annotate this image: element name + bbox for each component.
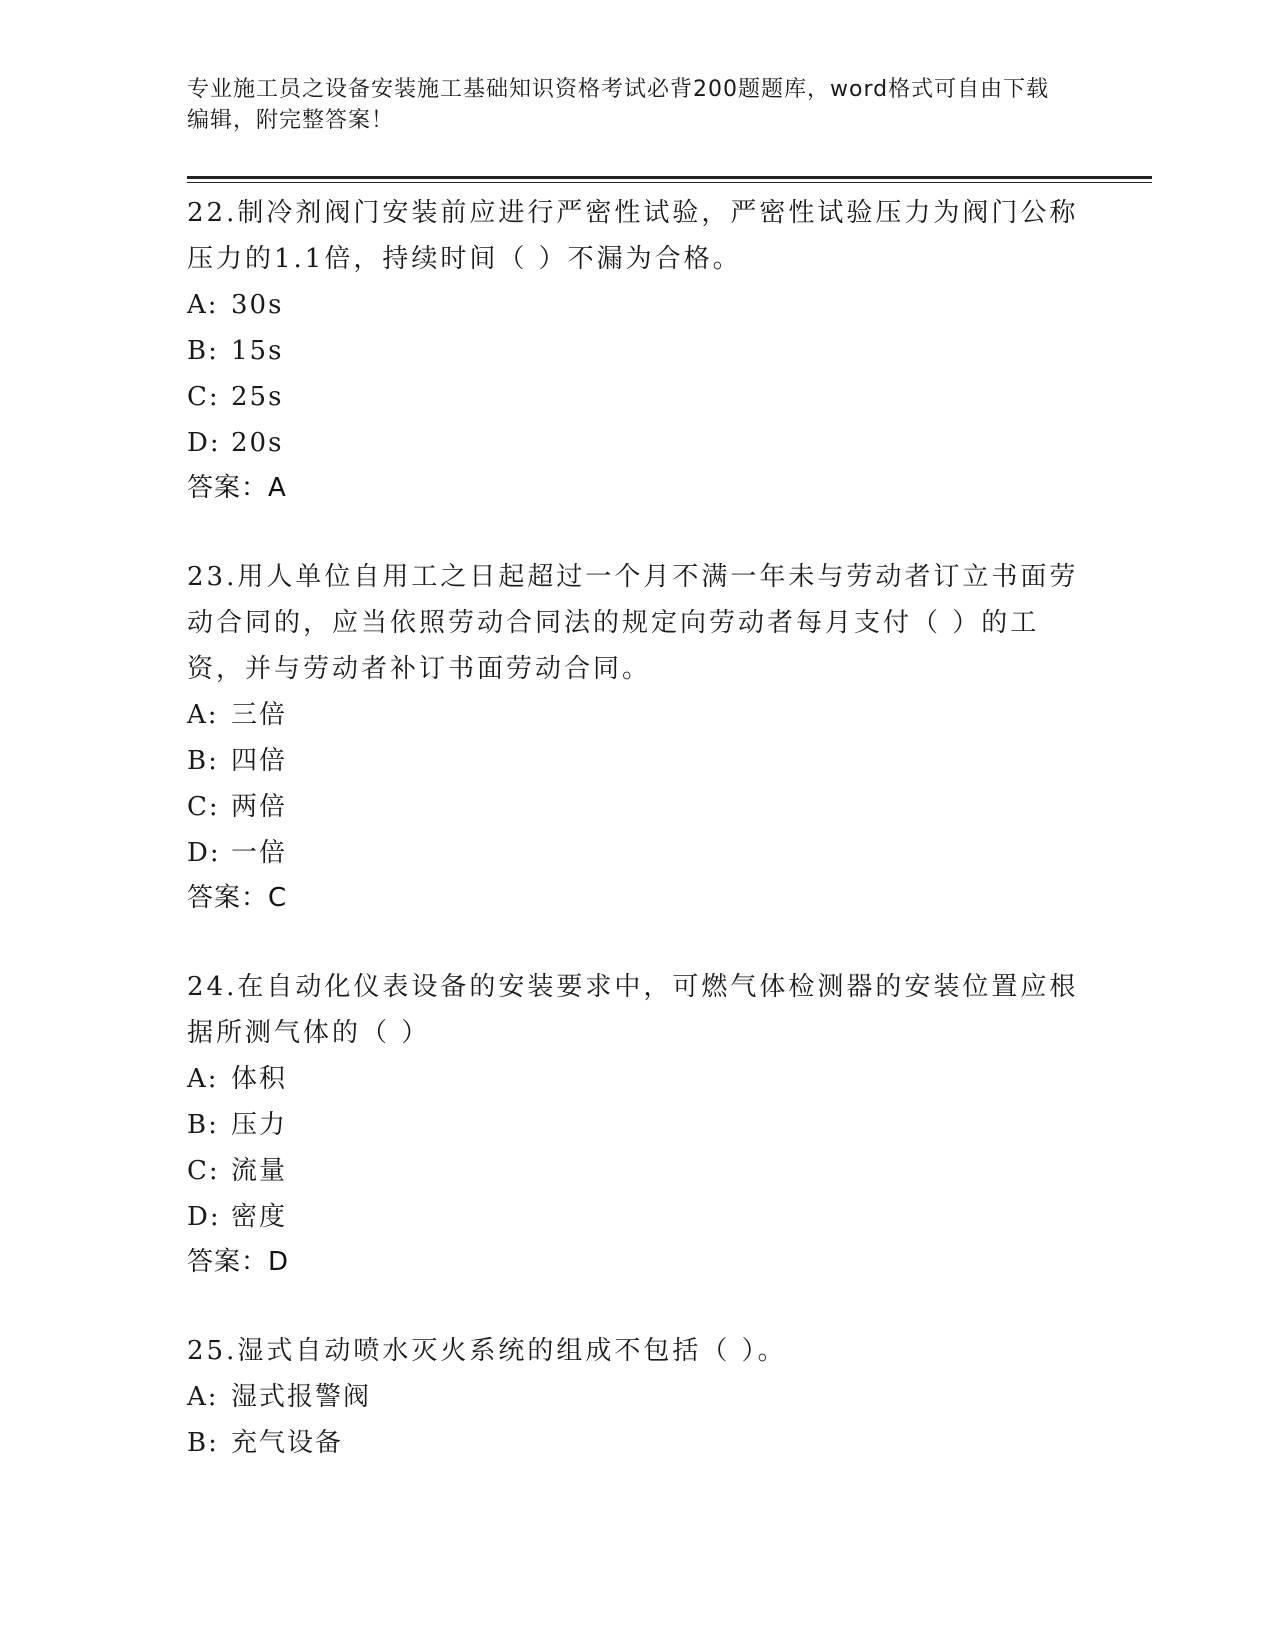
option-letter: C:: [187, 382, 220, 412]
option-d: [187, 830, 1087, 876]
option-a: [187, 282, 1087, 328]
header-divider-thick: [187, 176, 1152, 179]
option-text: 三倍: [231, 700, 288, 730]
answer-line: 答案：D: [187, 1247, 290, 1277]
option-letter: A:: [187, 1382, 219, 1412]
question-24: [187, 964, 1087, 1284]
option-text: 15s: [231, 336, 284, 366]
option-b: [187, 328, 1087, 374]
question-list: [187, 190, 1087, 1510]
option-letter: B:: [187, 1428, 219, 1458]
option-b: [187, 738, 1087, 784]
option-text: 密度: [231, 1202, 288, 1232]
option-c: [187, 374, 1087, 420]
option-a: [187, 1056, 1087, 1102]
question-22: [187, 190, 1087, 510]
option-b: [187, 1420, 1087, 1466]
answer-line: 答案：C: [187, 883, 288, 913]
option-d: [187, 420, 1087, 466]
option-letter: D:: [187, 838, 221, 868]
option-letter: C:: [187, 1156, 220, 1186]
option-letter: D:: [187, 428, 221, 458]
option-text: 充气设备: [231, 1428, 344, 1458]
option-a: [187, 692, 1087, 738]
option-text: 压力: [231, 1110, 288, 1140]
answer-line: 答案：A: [187, 473, 287, 503]
question-text: 24.在自动化仪表设备的安装要求中，可燃气体检测器的安装位置应根据所测气体的（ ）: [187, 972, 1079, 1048]
option-letter: D:: [187, 1202, 221, 1232]
option-letter: A:: [187, 700, 219, 730]
document-header: 专业施工员之设备安装施工基础知识资格考试必背200题题库，word格式可自由下载编辑，附完整答案！: [187, 77, 1050, 133]
option-text: 25s: [231, 382, 284, 412]
header-divider-thin: [187, 182, 1152, 183]
option-text: 20s: [231, 428, 284, 458]
option-letter: B:: [187, 1110, 219, 1140]
option-c: [187, 1148, 1087, 1194]
option-c: [187, 784, 1087, 830]
option-b: [187, 1102, 1087, 1148]
option-letter: C:: [187, 792, 220, 822]
option-letter: A:: [187, 290, 219, 320]
question-text: 23.用人单位自用工之日起超过一个月不满一年未与劳动者订立书面劳动合同的，应当依照劳动合同法的规定向劳动者每月支付（ ）的工资，并与劳动者补订书面劳动合同。: [187, 562, 1079, 684]
option-text: 一倍: [231, 838, 288, 868]
option-text: 30s: [231, 290, 284, 320]
option-text: 流量: [231, 1156, 288, 1186]
option-letter: A:: [187, 1064, 219, 1094]
option-text: 湿式报警阀: [231, 1382, 372, 1412]
question-25: [187, 1328, 1087, 1466]
option-text: 四倍: [231, 746, 288, 776]
option-a: [187, 1374, 1087, 1420]
question-23: [187, 554, 1087, 920]
question-text: 22.制冷剂阀门安装前应进行严密性试验，严密性试验压力为阀门公称压力的1.1倍，持续时间（ ）不漏为合格。: [187, 198, 1079, 274]
option-letter: B:: [187, 746, 219, 776]
question-text: 25.湿式自动喷水灭火系统的组成不包括（ ）。: [187, 1336, 787, 1366]
option-text: 体积: [231, 1064, 288, 1094]
option-d: [187, 1194, 1087, 1240]
option-text: 两倍: [231, 792, 288, 822]
option-letter: B:: [187, 336, 219, 366]
